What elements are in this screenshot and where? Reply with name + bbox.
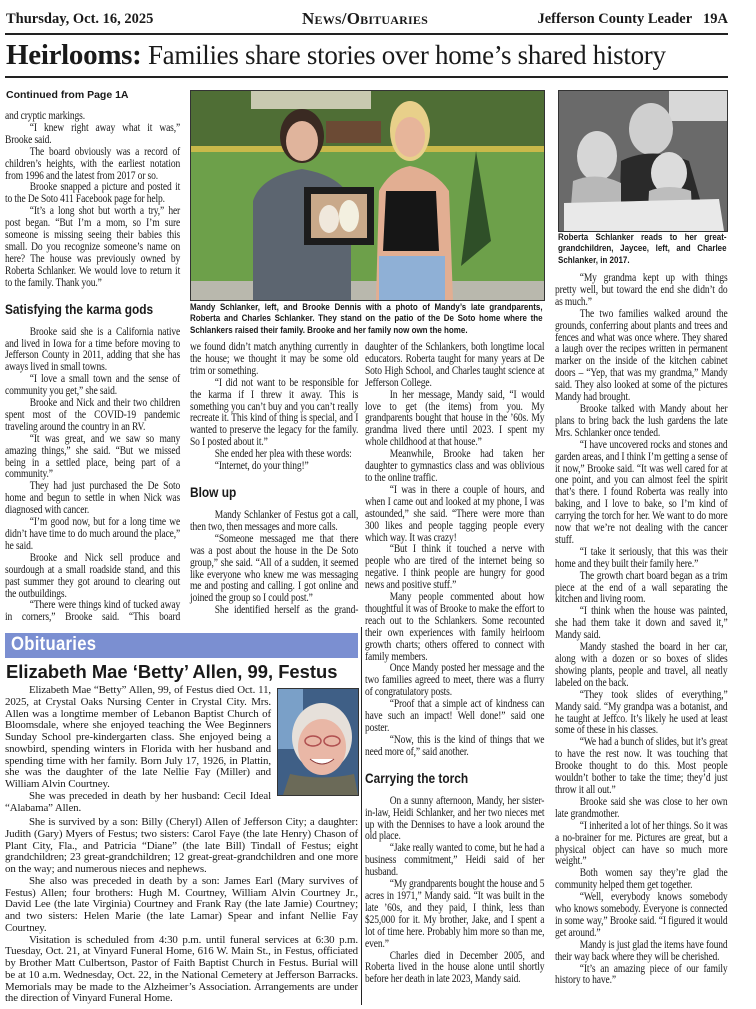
article-paragraph: “Well, everybody knows somebody who knows somebody. Everyone is connected in some way,” Brooke said. “I figured it would get around.” bbox=[555, 891, 728, 939]
section-subhead: Satisfying the karma gods bbox=[5, 300, 154, 317]
section-subhead: Blow up bbox=[190, 483, 237, 500]
article-column-1 bbox=[5, 111, 180, 624]
header-rule bbox=[5, 33, 728, 35]
article-paragraph: and cryptic markings. bbox=[5, 110, 85, 122]
obituary-headline: Elizabeth Mae ‘Betty’ Allen, 99, Festus bbox=[6, 661, 338, 682]
obituary-paragraph: Elizabeth Mae “Betty” Allen, 99, of Festus died Oct. 11, 2025, at Crystal Oaks Nursing Center in Crystal City. Mrs. Allen was a longtime member of Lebanon Baptist Church of Bloomsdale, where she enjoyed teaching the Wee Beginners Sunday School pre-kindergarten class. She enjoyed being a snowbird, spending winters in Florida with her husband and spending time with her family. Born July 17, 1926, in Plattin, she was the daughter of the late Nellie Fay (Miller) and William Alvin Courtney. bbox=[5, 684, 271, 790]
article-paragraph: “My grandma kept up with things pretty well, but toward the end she didn’t do as much.” bbox=[555, 272, 728, 308]
article-paragraph: “I did not want to be responsible for the karma if I threw it away. This is something you can’t buy and you can’t really recreate it. This kind of thing is special, and I wanted to preserve the legacy for the family. So I posted about it.” bbox=[190, 376, 359, 449]
headline-kicker: Heirlooms: bbox=[6, 39, 142, 71]
paper-name: Jefferson County Leader bbox=[537, 11, 693, 27]
article-paragraph: Brooke and Nick and their two children spent most of the COVID-19 pandemic traveling around the country in an RV. bbox=[5, 397, 181, 433]
main-photo-caption-wrap bbox=[190, 302, 543, 336]
article-paragraph: “Now, this is the kind of things that we need more of,” said another. bbox=[365, 733, 545, 758]
continued-line: Continued from Page 1A bbox=[6, 89, 129, 101]
article-paragraph: Once Mandy posted her message and the two families agreed to meet, there was a flurry of congratulatory posts. bbox=[365, 662, 545, 699]
obituary-intro bbox=[5, 685, 271, 814]
photo-illustration-bw bbox=[559, 91, 727, 231]
issue-date: Thursday, Oct. 16, 2025 bbox=[6, 11, 154, 27]
article-paragraph: The two families walked around the grounds, conferring about plants and trees and fences and what was once where. They shared a laugh over the recipes written in permanent marker on the inside of the kitchen cabinet doors – “Yep, that was my grandma,” Mandy said. They also looked at some of the pictures Mandy had brought. bbox=[555, 307, 728, 404]
article-paragraph: She ended her plea with these words: bbox=[214, 448, 352, 461]
article-paragraph: Brooke and Nick sell produce and sourdough at a small roadside stand, and this past summer they got around to clearing out the outbuildings. bbox=[5, 551, 181, 600]
article-paragraph: “Proof that a simple act of kindness can have such an impact! Well done!” said one poster. bbox=[365, 698, 545, 734]
paper-name-page bbox=[537, 11, 728, 28]
side-photo bbox=[558, 90, 728, 232]
article-paragraph: On a sunny afternoon, Mandy, her sister-in-law, Heidi Schlanker, and her two nieces met up with the Dennises to have a look around the old place. bbox=[365, 794, 545, 843]
headline bbox=[6, 39, 666, 72]
article-paragraph: Brooke snapped a picture and posted it to the De Soto 411 Facebook page for help. bbox=[5, 181, 181, 206]
article-paragraph: “I love a small town and the sense of community you get,” she said. bbox=[5, 373, 181, 398]
section-name: News/Obituaries bbox=[302, 9, 428, 28]
article-column-4 bbox=[555, 273, 728, 987]
article-paragraph: “I was in there a couple of hours, and when I came out and looked at my phone, I was astounded,” she said. “There were more than 300 likes and people tagging people every which way. It was crazy! bbox=[365, 483, 545, 544]
article-paragraph: “I think when the house was painted, she had them take it down and saved it,” Mandy said. bbox=[555, 605, 728, 642]
article-paragraph: Brooke said she is a California native and lived in Iowa for a time before moving to Jefferson County in 2011, adding that she has aways lived in small towns. bbox=[5, 325, 181, 374]
article-paragraph: Mandy is just glad the items have found their way back where they will be cherished. bbox=[555, 938, 728, 963]
article-column-3 bbox=[365, 342, 544, 986]
article-paragraph: “I have uncovered rocks and stones and garden areas, and I think I’m getting a sense of it now,” Brooke said. “It was well cared for at one point, and you can almost feel the spirit that’s there. I found Roberta was really into baking, and I love to bake, so I’m kind of carrying the torch for her. We want to do more now that we’re not dealing with the cancer stuff. bbox=[555, 438, 728, 546]
obituaries-banner bbox=[5, 633, 358, 658]
article-paragraph: “My grandparents bought the house and 5 acres in 1971,” Mandy said. “It was built in the late ’60s, and they paid, I think, less than $25,000 for it. My brother, Jake, and I spent a lot of time here. Probably him more so than me, even.” bbox=[365, 878, 545, 950]
obituary-paragraph: She was preceded in death by her husband: Cecil Ideal “Alabama” Allen. bbox=[5, 789, 271, 814]
article-paragraph: “We had a bunch of slides, but it’s great to have the rest now. It was touching that Brooke thought to do this. Most people wouldn’t bother to take the time; they’d just throw it all out.” bbox=[555, 736, 728, 796]
article-paragraph: we found didn’t match anything currently in the house; we thought it may be some old trim or something. bbox=[190, 341, 359, 377]
article-paragraph: The growth chart board began as a trim piece at the end of a wall separating the kitchen and living room. bbox=[555, 569, 728, 606]
portrait-illustration bbox=[278, 689, 358, 795]
article-paragraph: daughter of the Schlankers, both longtime local educators. Roberta taught for many years at De Soto High School, and Charles taught science at Jefferson College. bbox=[365, 341, 545, 389]
article-paragraph: She identified herself as the grand- bbox=[214, 604, 359, 617]
article-paragraph: Brooke talked with Mandy about her plans to bring back the lush gardens the late Mrs. Schlanker once tended. bbox=[555, 402, 728, 439]
article-paragraph: The board obviously was a record of children’s heights, with the earliest notation from 1996 and the latest from 2017 or so. bbox=[5, 145, 181, 182]
article-paragraph: “There were things kind of tucked away in corners,” Brooke said. “This board bbox=[5, 599, 181, 624]
headline-rule bbox=[5, 76, 728, 78]
article-paragraph: “I take it seriously, that this was their home and they built their family here.” bbox=[555, 545, 728, 570]
article-paragraph: “Internet, do your thing!” bbox=[214, 460, 309, 473]
main-photo bbox=[190, 90, 545, 301]
article-paragraph: Brooke said she was close to her own late grandmother. bbox=[555, 795, 728, 820]
article-paragraph: Both women say they’re glad the community helped them get together. bbox=[555, 867, 728, 892]
article-paragraph: “But I think it touched a nerve with people who are tired of the internet being so negative. I think people are hungry for good news and positive stuff.” bbox=[365, 543, 545, 592]
article-paragraph: Mandy Schlanker of Festus got a call, then two, then messages and more calls. bbox=[190, 508, 359, 533]
page-number: 19A bbox=[703, 11, 728, 27]
obituaries-banner-label: Obituaries bbox=[11, 634, 97, 655]
article-column-2 bbox=[190, 342, 358, 617]
side-photo-caption-wrap bbox=[558, 232, 727, 266]
article-paragraph: “Someone messaged me that there was a post about the house in the De Soto group,” she said. “All of a sudden, it seemed like everyone who knew me was messaging me and posting and calling. I got online and joined the group so I could post.” bbox=[190, 532, 359, 605]
article-paragraph: “I’m good now, but for a long time we didn’t have time to do much around the place,” he said. bbox=[5, 516, 181, 552]
headline-title: Families share stories over home’s shared history bbox=[147, 40, 666, 70]
article-paragraph: “It’s an amazing piece of our family history to have.” bbox=[555, 962, 728, 987]
article-paragraph: “It was great, and we saw so many amazing things,” she said. “But we missed being in a settled place, being part of a community.” bbox=[5, 432, 181, 481]
article-paragraph: Meanwhile, Brooke had taken her daughter to gymnastics class and was oblivious to the online traffic. bbox=[365, 448, 545, 484]
article-paragraph: “Jake really wanted to come, but he had a business commitment,” Heidi said of her husband. bbox=[365, 842, 545, 879]
side-photo-caption: Roberta Schlanker reads to her great-grandchildren, Jaycee, left, and Charlee Schlanker, in 2017. bbox=[558, 232, 727, 265]
article-paragraph: Charles died in December 2005, and Roberta lived in the house alone until shortly before her death in late 2023, Mandy said. bbox=[365, 949, 545, 986]
obituary-body bbox=[5, 817, 358, 1005]
article-paragraph: “I knew right away what it was,” Brooke said. bbox=[5, 121, 181, 146]
article-paragraph: “I inherited a lot of her things. So it was a no-brainer for me. Pictures are great, but a physical object can have so much more weight.” bbox=[555, 819, 728, 868]
obituary-paragraph: Visitation is scheduled from 4:30 p.m. until funeral services at 6:30 p.m. Tuesday, Oct. 21, at Vinyard Funeral Home, 616 W. Main St., in Festus, officiated by Brother Matt Culbertson, Pastor of Faith Baptist Church in Festus. Burial will be at 10 a.m. Wednesday, Oct. 22, in the National Cemetery at Jefferson Barracks. Memorials may be made to the Alzheimer’s Association. Arrangements are under the direction of Vinyard Funeral Home. bbox=[5, 933, 358, 1005]
article-paragraph: Many people commented about how thoughtful it was of Brooke to make the effort to reach out to the Schlankers. Some recounted their own experiences with family heirloom growth charts; others offered to connect with family members. bbox=[365, 591, 545, 663]
section-subhead: Carrying the torch bbox=[365, 769, 469, 786]
obituary-paragraph: She also was preceded in death by a son: James Earl (Mary survives of Festus) Allen; four brothers: Hugh M. Courtney, William Alvin Courtney Jr., David Lee (the late Virginia) Courtney and Frank Ray (the late Jamie) Courtney; and two sisters: Helen Marie (the late Lamar) Spear and infant Nellie Fay Courtney. bbox=[5, 874, 358, 934]
obituary-paragraph: She is survived by a son: Billy (Cheryl) Allen of Jefferson City; a daughter: Judith (Gary) Myers of Festus; two sisters: Carol Faye (the late Henry) Chason of Plant City, Fla., and Patricia “Diane” (the late Bill) Tindall of Festus; eight grandchildren; 23 great-grandchildren; 12 great-great-grandchildren and one more on the way; and numerous nieces and nephews. bbox=[5, 816, 358, 875]
article-paragraph: “They took slides of everything,” Mandy said. “My grandpa was a botanist, and he taught at Jeffco. It’s likely he used at least some of these in his classes. bbox=[555, 688, 728, 737]
article-paragraph: In her message, Mandy said, “I would love to get (the items) from you. My grandparents bought that house in the ’60s. My grandma lived there until 2023. I spent my whole childhood at that house.” bbox=[365, 388, 545, 449]
photo-illustration bbox=[191, 91, 544, 300]
obituary-portrait bbox=[277, 688, 359, 796]
column-divider bbox=[361, 627, 362, 1005]
article-paragraph: “It’s a long shot but worth a try,” her post began. “But I’m a mom, so I’m sure someone is missing seeing their babies this small. Do you recognize someone’s name on here? The house was previously owned by Roberta Schlanker. We would love to return it to the family. Thank you.” bbox=[5, 205, 181, 289]
article-paragraph: They had just purchased the De Soto home and begun to settle in when Nick was diagnosed with cancer. bbox=[5, 480, 181, 517]
article-paragraph: Mandy stashed the board in her car, along with a dozen or so boxes of slides showing plants, people and travel, all neatly labeled on the back. bbox=[555, 641, 728, 689]
main-photo-caption: Mandy Schlanker, left, and Brooke Dennis with a photo of Mandy’s late grandparents, Roberta and Charles Schlanker. They stand on the patio of the De Soto home where the Schlankers raised their family. Brooke and her family now own the home. bbox=[190, 302, 543, 335]
